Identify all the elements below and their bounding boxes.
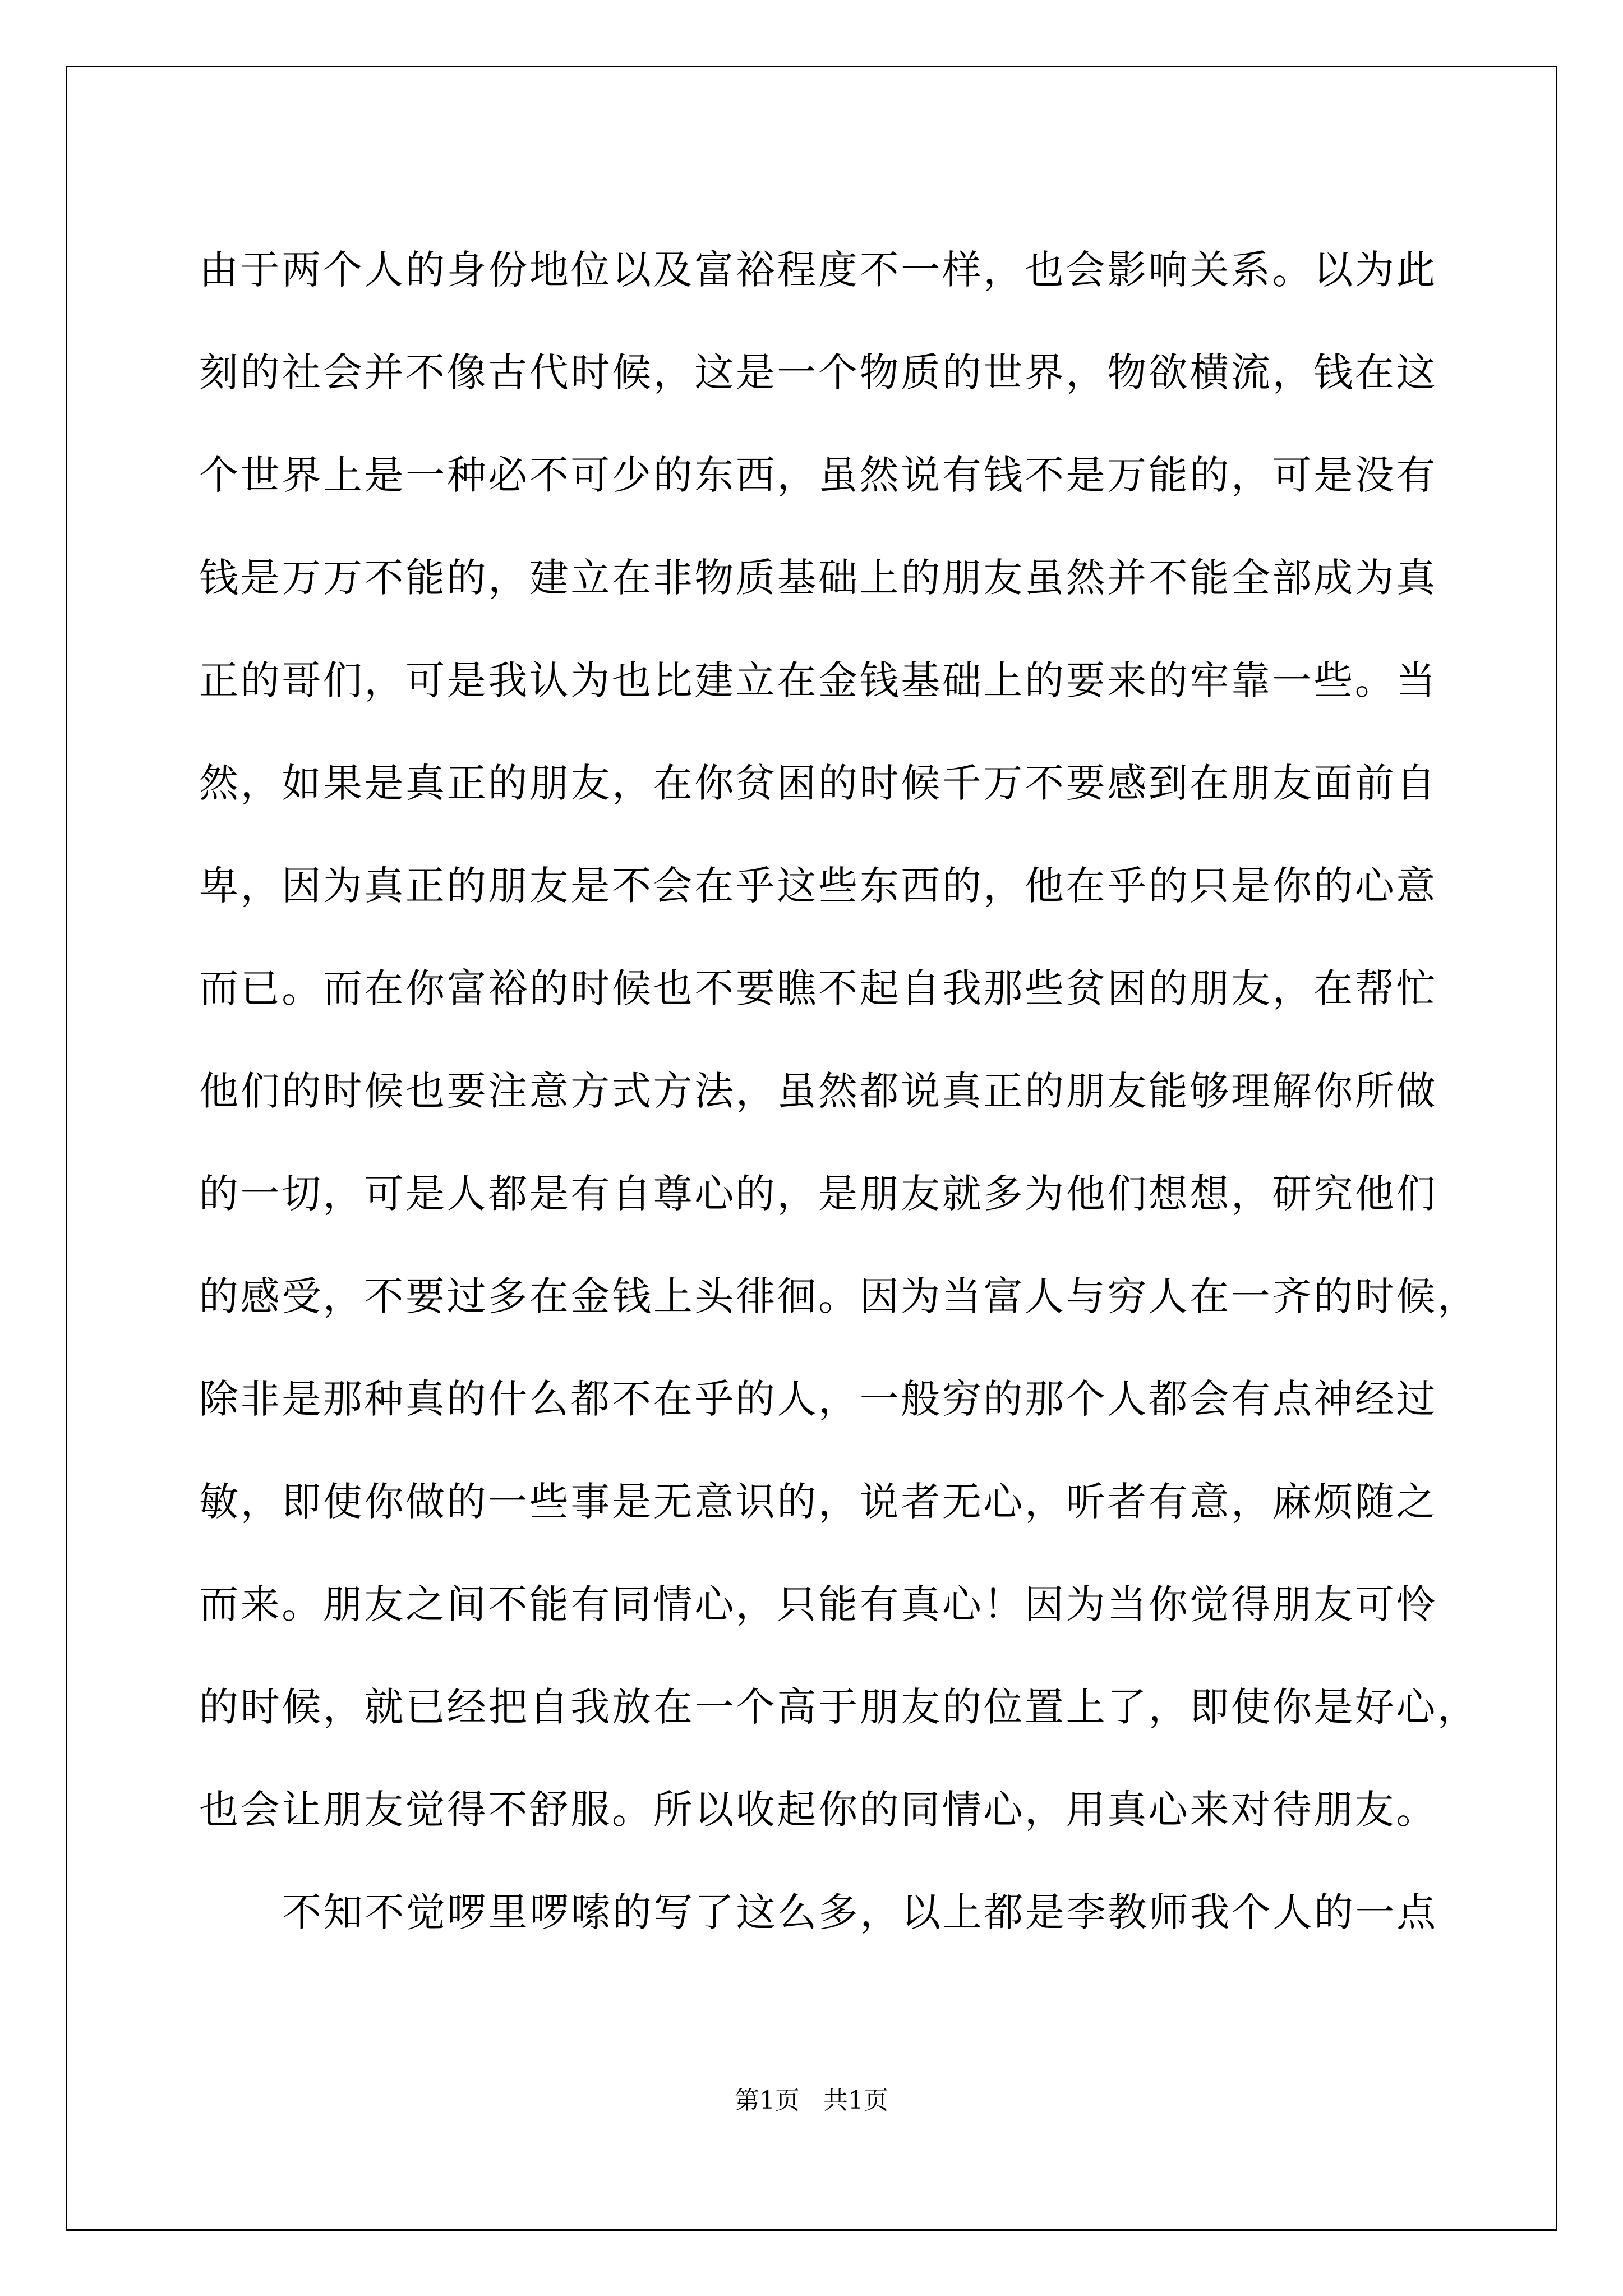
text-line: 而已。而在你富裕的时候也不要瞧不起自我那些贫困的朋友，在帮忙 (199, 965, 1437, 1011)
text-line: 的感受，不要过多在金钱上头徘徊。因为当富人与穷人在一齐的时候， (199, 1273, 1479, 1319)
text-line: 敏，即使你做的一些事是无意识的，说者无心，听者有意，麻烦随之 (199, 1479, 1437, 1525)
text-line: 刻的社会并不像古代时候，这是一个物质的世界，物欲横流，钱在这 (199, 349, 1437, 395)
text-line: 个世界上是一种必不可少的东西，虽然说有钱不是万能的，可是没有 (199, 452, 1437, 498)
text-line: 由于两个人的身份地位以及富裕程度不一样，也会影响关系。以为此 (199, 247, 1437, 293)
text-line: 而来。朋友之间不能有同情心，只能有真心！因为当你觉得朋友可怜 (199, 1581, 1437, 1627)
document-body (199, 219, 1479, 1964)
text-line: 除非是那种真的什么都不在乎的人，一般穷的那个人都会有点神经过 (199, 1376, 1437, 1422)
text-line: 卑，因为真正的朋友是不会在乎这些东西的，他在乎的只是你的心意 (199, 863, 1437, 909)
page-footer: 第1页 共1页 (735, 2086, 888, 2115)
text-line: 的时候，就已经把自我放在一个高于朋友的位置上了，即使你是好心， (199, 1684, 1479, 1730)
text-line: 钱是万万不能的，建立在非物质基础上的朋友虽然并不能全部成为真 (199, 555, 1437, 601)
text-line: 他们的时候也要注意方式方法，虽然都说真正的朋友能够理解你所做 (199, 1068, 1437, 1114)
text-line: 的一切，可是人都是有自尊心的，是朋友就多为他们想想，研究他们 (199, 1171, 1437, 1217)
text-line: 正的哥们，可是我认为也比建立在金钱基础上的要来的牢靠一些。当 (199, 657, 1437, 703)
text-line: 然，如果是真正的朋友，在你贫困的时候千万不要感到在朋友面前自 (199, 760, 1437, 806)
paragraph-start-line: 不知不觉啰里啰嗦的写了这么多，以上都是李教师我个人的一点 (282, 1889, 1438, 1935)
text-line: 也会让朋友觉得不舒服。所以收起你的同情心，用真心来对待朋友。 (199, 1787, 1437, 1833)
